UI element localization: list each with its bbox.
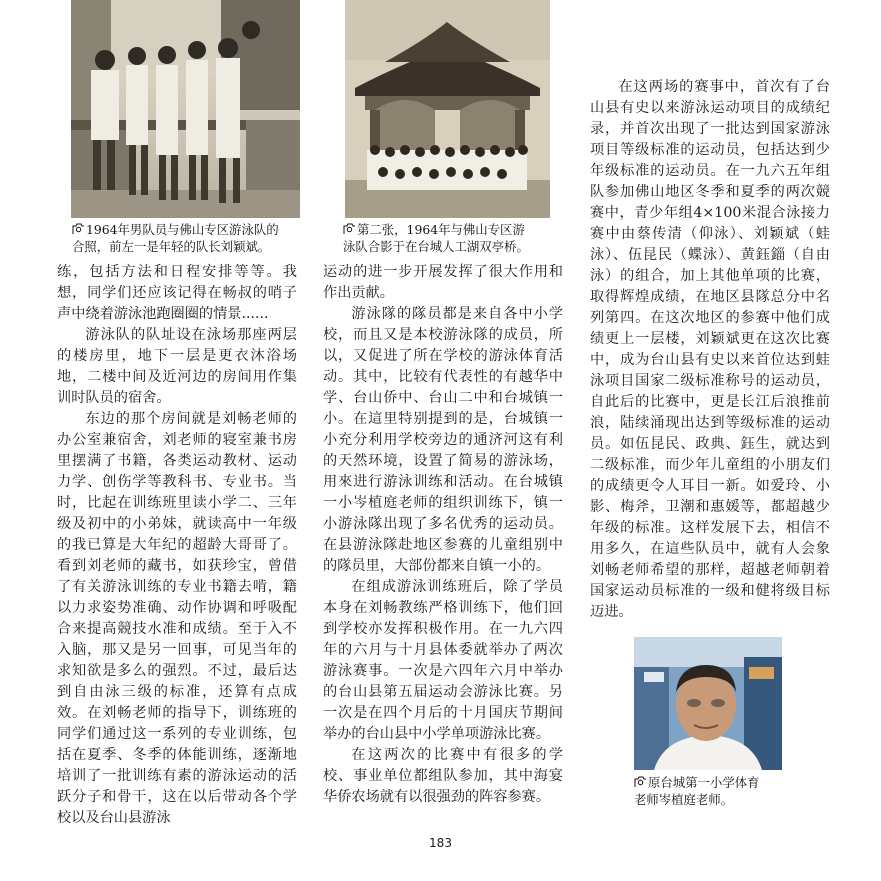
team-photo-caption-line2: 合照，前左一是年轻的队长刘颖斌。 <box>72 239 271 254</box>
portrait-photo-image <box>634 637 782 770</box>
left-paragraph-3: 东边的那个房间就是刘畅老师的办公室兼宿舍，刘老师的寝室兼书房里摆满了书籍，各类运动教材、运动力学、创伤学等教科书、专业书。当时，比起在训练班里读小学二、三年级及初中的小弟妹，就读高中一年级的我已算是大年纪的超龄大哥哥了。看到刘老师的藏书，如获珍宝，曾借了有关游泳训练的专业书籍去啃，籍以力求姿势准确、动作协调和呼吸配合来提高競技水准和成绩。至于入不入脑，那又是另一回事，可见当年的求知欲是多么的强烈。不过，最后达到自由泳三级的标准，还算有点成效。在刘畅老师的指导下，训练班的同学们通过这一系列的专业训练，包括在夏季、冬季的体能训练，逐渐地培训了一批训练有素的游泳运动的活跃分子和骨干，这在以后带动各个学校以及台山县游泳 <box>57 411 297 826</box>
camera-icon <box>634 776 647 788</box>
right-text-column <box>590 77 830 623</box>
team-photo <box>71 0 300 218</box>
pavilion-photo-caption-line1: 第二张，1964年与佛山专区游 <box>357 222 525 237</box>
middle-paragraph-1: 运动的进一步开展发挥了很大作用和作出贡献。 <box>323 264 563 301</box>
pavilion-photo-image <box>345 0 550 218</box>
middle-paragraph-4: 在这两次的比赛中有很多的学校、事业单位都组队参加，其中海宴华侨农场就有以很强劲的阵容参赛。 <box>323 747 563 805</box>
camera-icon <box>72 223 85 235</box>
portrait-photo-caption <box>634 774 814 808</box>
pavilion-photo-caption <box>343 221 563 255</box>
pavilion-photo <box>345 0 550 218</box>
camera-icon <box>343 223 356 235</box>
left-paragraph-1: 练，包括方法和日程安排等等。我想，同学们还应该记得在畅叔的哨子声中绕着游泳池跑圈圈的情景...... <box>57 264 297 322</box>
right-paragraph-1: 在这两场的赛事中，首次有了台山县有史以来游泳运动项目的成绩纪录，并首次出现了一批达到国家游泳项目等级标准的运动员，包括达到少年级标准的运动员。在一九六五年组队参加佛山地区冬季和夏季的两次競赛中，青少年组4×100米混合泳接力赛中由蔡传清（仰泳）、刘颖斌（蛙泳）、伍昆民（蝶泳）、黄鈺錙（自由泳）的组合，加上其他单项的比赛，取得辉煌成绩，在地区县隊总分中名列第四。在这次地区的参赛中他们成绩更上一层楼，刘颖斌更在这次比赛中，成为台山县有史以来首位达到蛙泳项目国家二级标准称号的运动员，自此后的比赛中，更是长江后浪推前浪，陆续涌现出达到等级标准的运动员。如伍昆民、政典、鈺生，就达到二级标准，而少年儿童组的小朋友们的成绩更令人耳目一新。如爱玲、小影、梅斧，卫潮和惠媛等，都超越少年级的标准。这样发展下去，相信不用多久，在這些队员中，就有人会象刘畅老师希望的那样，超越老师朝着国家运动员标准的一级和健将级目标迈进。 <box>590 79 830 620</box>
middle-paragraph-3: 在组成游泳训练班后，除了学员本身在刘畅教练严格训练下，他们回到学校亦发挥积极作用。在一九六四年的六月与十月县体委就举办了两次游泳赛事。一次是六四年六月中举办的台山县第五届运动会游泳比赛。另一次是在四个月后的十月国庆节期间举办的台山县中小学单项游泳比赛。 <box>323 579 563 742</box>
team-photo-caption-line1: 1964年男队员与佛山专区游泳队的 <box>86 222 279 237</box>
middle-text-column <box>323 262 563 808</box>
left-paragraph-2: 游泳队的队址设在泳场那座两层的楼房里，地下一层是更衣沐浴场地，二楼中间及近河边的房间用作集训时队员的宿舍。 <box>57 327 297 406</box>
portrait-photo <box>634 637 782 770</box>
left-text-column <box>57 262 297 829</box>
portrait-photo-caption-line2: 老师岑植庭老师。 <box>634 792 734 807</box>
team-photo-caption <box>72 221 312 255</box>
middle-paragraph-2: 游泳隊的隊员都是来自各中小学校，而且又是本校游泳隊的成员，所以，又促进了所在学校的游泳体育活动。其中，比较有代表性的有越华中学、台山侨中、台山二中和台城镇一小。在這里特别提到的是，台城镇一小充分利用学校旁边的通济河这有利的天然环境，设置了简易的游泳场，用來进行游泳训练和活动。在台城镇一小岑植庭老师的组织训练下，镇一小游泳隊出现了多名优秀的运动员。在县游泳隊赴地区参赛的儿童组别中的隊员里，大部份都来自镇一小的。 <box>323 306 563 574</box>
portrait-photo-caption-line1: 原台城第一小学体育 <box>648 775 760 790</box>
pavilion-photo-caption-line2: 泳队合影于在台城人工湖双亭桥。 <box>343 239 529 254</box>
team-photo-image <box>71 0 300 218</box>
page-number: 183 <box>429 836 452 850</box>
